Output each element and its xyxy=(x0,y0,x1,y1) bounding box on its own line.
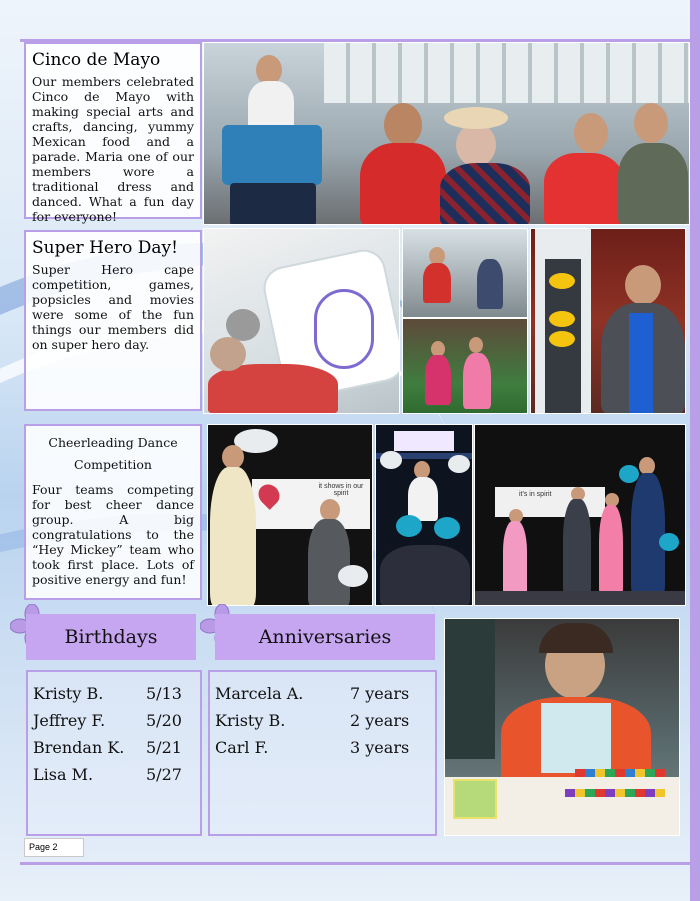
birthday-date: 5/20 xyxy=(146,711,182,730)
birthday-date: 5/13 xyxy=(146,684,182,703)
anniversary-name: Kristy B. xyxy=(215,711,286,730)
anniversaries-list xyxy=(208,670,437,836)
birthday-name: Brendan K. xyxy=(33,738,125,757)
cheer-photo-2 xyxy=(375,424,473,606)
superhero-photo-2 xyxy=(402,228,528,318)
list-item xyxy=(28,707,200,734)
cheer-sign-text: it shows in our spirit xyxy=(318,483,364,497)
anniversary-years: 7 years xyxy=(350,684,410,703)
cheer-photo-3 xyxy=(474,424,686,606)
cinco-body: Our members celebrated Cinco de Mayo with making special arts and crafts, dancing, yummy Mexican food and a parade. Maria one of our members wore a traditional dress and danced. What a fun day for everyone! xyxy=(32,74,194,224)
right-accent-bar xyxy=(690,0,700,901)
superhero-body: Super Hero cape competition, games, popsicles and movies were some of the fun things our members did on super hero day. xyxy=(32,262,194,352)
divider-line xyxy=(20,862,690,865)
anniversary-years: 2 years xyxy=(350,711,410,730)
anniversary-years: 3 years xyxy=(350,738,410,757)
cheerleading-article xyxy=(24,424,202,600)
birthday-name: Lisa M. xyxy=(33,765,94,784)
cheer-body: Four teams competing for best cheer dance group. A big congratulations to the “Hey Mickey” team who took first place. Lots of positive energy and fun! xyxy=(32,482,194,587)
anniversaries-heading-text: Anniversaries xyxy=(258,626,392,648)
birthdays-list xyxy=(26,670,202,836)
cheer-photo-1 xyxy=(207,424,373,606)
superhero-title: Super Hero Day! xyxy=(32,238,178,258)
list-item xyxy=(210,707,435,734)
anniversaries-heading xyxy=(215,614,435,660)
cheer-title-line2: Competition xyxy=(74,457,152,472)
cinco-photo xyxy=(203,42,690,225)
anniversary-name: Marcela A. xyxy=(215,684,304,703)
birthday-date: 5/21 xyxy=(146,738,182,757)
list-item xyxy=(28,761,200,788)
birthdays-heading xyxy=(26,614,196,660)
super-hero-article xyxy=(24,230,202,411)
page-number: Page 2 xyxy=(24,838,84,857)
cheer-sign-text-2: it's in spirit xyxy=(519,491,552,498)
superhero-photo-3 xyxy=(402,318,528,414)
list-item xyxy=(210,734,435,761)
birthdays-heading-text: Birthdays xyxy=(64,626,158,648)
list-item xyxy=(210,680,435,707)
list-item xyxy=(28,734,200,761)
birthday-name: Kristy B. xyxy=(33,684,104,703)
superhero-photo-1 xyxy=(203,228,400,414)
cinco-de-mayo-article xyxy=(24,42,202,224)
birthday-date: 5/27 xyxy=(146,765,182,784)
arts-crafts-photo xyxy=(444,618,680,836)
list-item xyxy=(28,680,200,707)
anniversary-name: Carl F. xyxy=(215,738,269,757)
cheer-title-line1: Cheerleading Dance xyxy=(48,435,178,450)
cinco-title: Cinco de Mayo xyxy=(32,50,161,70)
superhero-photo-4 xyxy=(530,228,686,414)
birthday-name: Jeffrey F. xyxy=(33,711,106,730)
